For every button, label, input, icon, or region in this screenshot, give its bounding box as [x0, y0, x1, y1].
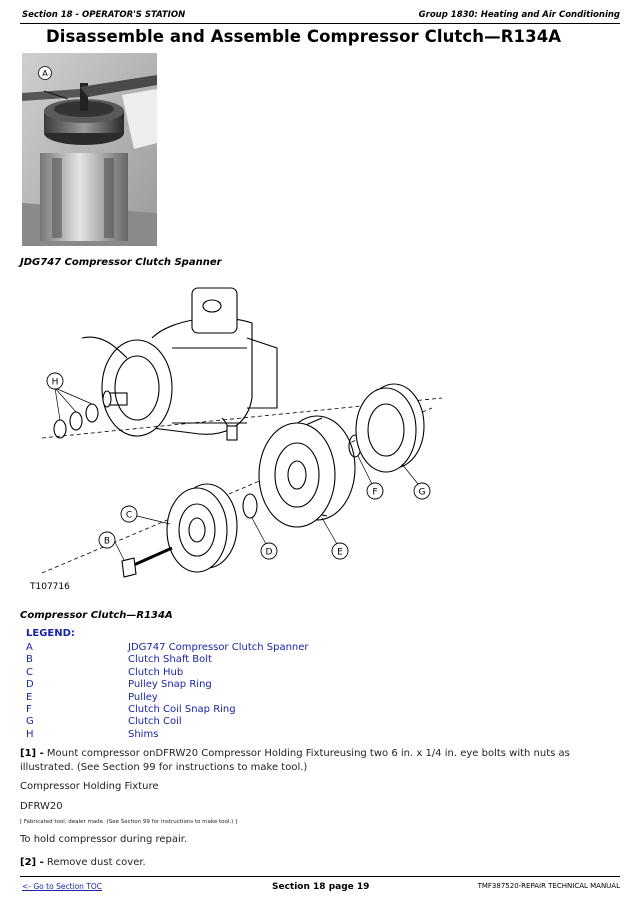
legend-row [26, 716, 366, 728]
fabricated-tool-note: [ Fabricated tool, dealer made. (See Section 99 for instructions to make tool.) ] [20, 819, 238, 825]
header-group: Group 1830: Heating and Air Conditioning [418, 10, 620, 20]
page-number: Section 18 page 19 [272, 882, 370, 892]
legend-value: Pulley Snap Ring [128, 679, 212, 691]
page-title: Disassemble and Assemble Compressor Clutch—R134A [46, 27, 562, 46]
legend-list [26, 642, 366, 741]
legend-value: Pulley [128, 691, 158, 703]
photo-callout-a: A [42, 69, 48, 78]
legend-key: E [26, 691, 33, 703]
section-toc-link[interactable]: <- Go to Section TOC [22, 882, 103, 891]
callout-e: E [337, 547, 343, 558]
spanner-photo [22, 53, 157, 246]
legend-value: Clutch Shaft Bolt [128, 654, 212, 666]
step-1-text: Mount compressor onDFRW20 Compressor Holding Fixtureusing two 6 in. x 1/4 in. eye bolts with nuts as illustrated. (See Section 99 for instructions to make tool.) [20, 748, 570, 773]
page-footer [20, 876, 620, 896]
step-2 [20, 856, 626, 870]
page-header [20, 10, 620, 24]
step-1-number: [1] - [20, 748, 44, 759]
tool-caption: JDG747 Compressor Clutch Spanner [20, 257, 222, 268]
legend-title: LEGEND: [26, 628, 75, 639]
legend-value: Clutch Coil Snap Ring [128, 703, 236, 715]
legend-key: C [26, 666, 33, 678]
legend-key: G [26, 716, 34, 728]
legend-key: A [26, 642, 33, 653]
fixture-code: DFRW20 [20, 801, 63, 812]
parts-caption: Compressor Clutch—R134A [20, 610, 173, 621]
manual-id: TMF387520-REPAIR TECHNICAL MANUAL [477, 882, 620, 890]
legend-row [26, 679, 366, 691]
legend-row [26, 654, 366, 666]
callout-h: H [51, 377, 59, 388]
legend-value: JDG747 Compressor Clutch Spanner [128, 642, 309, 653]
callout-b: B [103, 536, 111, 547]
figure-id: T107716 [30, 582, 70, 592]
legend-key: H [26, 728, 34, 740]
legend-row [26, 704, 366, 716]
callout-g: G [418, 487, 426, 498]
hold-text: To hold compressor during repair. [20, 834, 188, 845]
callout-f: F [372, 487, 378, 498]
clutch-exploded-diagram [22, 278, 442, 603]
legend-row [26, 729, 366, 741]
step-1 [20, 747, 626, 774]
fixture-label: Compressor Holding Fixture [20, 781, 159, 792]
header-section: Section 18 - OPERATOR'S STATION [22, 10, 186, 20]
step-2-text: Remove dust cover. [43, 857, 146, 868]
legend-key: F [26, 703, 32, 715]
legend-row [26, 667, 366, 679]
legend-row [26, 692, 366, 704]
legend-value: Clutch Hub [128, 666, 184, 678]
legend-key: B [26, 654, 33, 666]
legend-value: Clutch Coil [128, 716, 182, 728]
legend-row [26, 642, 366, 654]
callout-d: D [265, 547, 273, 558]
legend-key: D [26, 679, 34, 691]
step-2-number: [2] - [20, 857, 44, 868]
legend-value: Shims [128, 728, 159, 740]
callout-c: C [125, 510, 133, 521]
